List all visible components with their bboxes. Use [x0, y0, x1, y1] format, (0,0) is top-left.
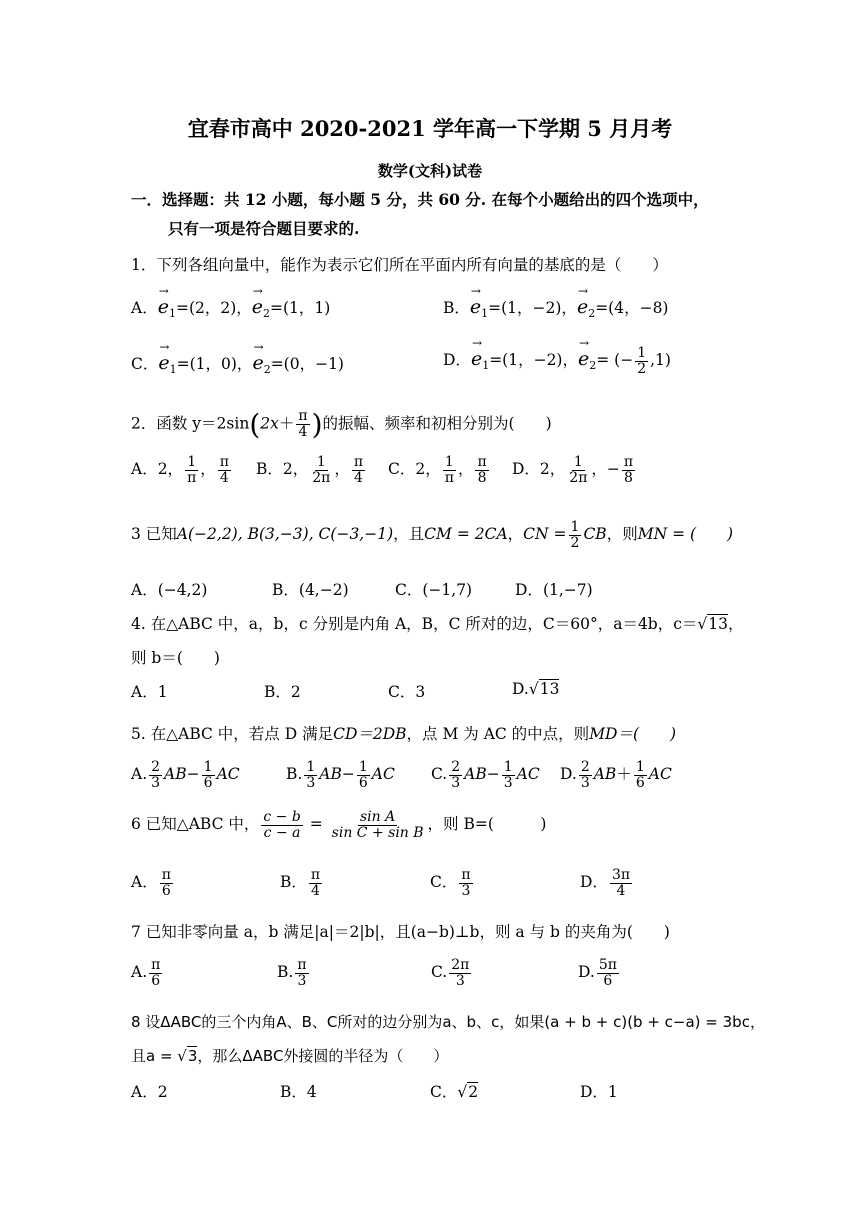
question-8-option-c: C．√2 — [430, 1083, 479, 1101]
question-1-option-c: C． → $e_1=(1$，0)， → $e_2=(0$，−1) — [131, 340, 344, 377]
question-4-option-d: D.√13 — [512, 680, 560, 698]
question-4-option-b: B．2 — [264, 683, 301, 701]
question-6-stem: 6 已知△ABC 中， $\frac{c - b}{c - a}$ = $\frac{\text{sin A}}{\text{sin C + sin B}}$ ，则 B=( ) — [131, 809, 547, 841]
question-7-option-b: B. $\frac{\pi}{3}$ — [277, 957, 307, 989]
question-6-option-c: C． $\frac{\pi}{3}$ — [430, 867, 471, 899]
section-heading-line2: 只有一项是符合题目要求的. — [168, 219, 360, 238]
question-5-option-b: B. $\frac{1}{3}$ AB− $\frac{1}{6}$ AC — [286, 759, 395, 791]
question-1-option-a: A． → $e_1=(2$，2)， → $e_2=(1$，1) — [131, 284, 331, 321]
question-4-stem-line1: 4. 在△ABC 中，a，b，c 分别是内角 A，B，C 所对的边，C＝60°，a＝4b，c＝√13， — [131, 615, 744, 633]
question-3-option-d: D．(1,−7) — [515, 581, 593, 599]
question-3-option-c: C．(−1,7) — [395, 581, 473, 599]
question-7-option-c: C. $\frac{2\pi}{3}$ — [431, 957, 470, 989]
question-5-option-a: A. $\frac{2}{3}$ AB− $\frac{1}{6}$ AC — [131, 759, 240, 791]
question-4-stem-line2: 则 b＝( ) — [131, 649, 220, 667]
page-subtitle: 数学(文科)试卷 — [377, 162, 483, 180]
question-2-option-d: D．2， $\frac{1}{2\pi}$ ，− $\frac{\pi}{8}$ — [512, 454, 634, 486]
question-5-stem: 5. 在△ABC 中，若点 D 满足CD＝2DB，点 M 为 AC 的中点，则MD＝( ) — [131, 725, 677, 743]
question-7-option-a: A. $\frac{\pi}{6}$ — [131, 957, 161, 989]
question-8-option-a: A．2 — [131, 1083, 168, 1101]
question-5-option-d: D. $\frac{2}{3}$ AB＋ $\frac{1}{6}$ AC — [560, 759, 672, 791]
question-3-stem: 3 已知A(−2,2), B(3,−3), C(−3,−1)，且CM = 2CA，CN = $\frac{1}{2}$ CB，则MN = ( ) — [131, 519, 734, 551]
question-5-option-c: C. $\frac{2}{3}$ AB− $\frac{1}{3}$ AC — [431, 759, 540, 791]
question-1-stem: 1．下列各组向量中，能作为表示它们所在平面内所有向量的基底的是（ ） — [131, 256, 668, 274]
question-4-option-c: C．3 — [388, 683, 426, 701]
question-8-option-b: B．4 — [280, 1083, 317, 1101]
question-2-option-a: A．2， $\frac{1}{\pi}$ ， $\frac{\pi}{4}$ — [131, 454, 229, 486]
question-1-option-b: B． → $e_1=(1$，−2)， → $e_2=(4$，−8) — [443, 284, 669, 321]
question-8-option-d: D．1 — [580, 1083, 618, 1101]
question-2-option-b: B．2， $\frac{1}{2\pi}$ ， $\frac{\pi}{4}$ — [256, 454, 364, 486]
question-6-option-a: A． $\frac{\pi}{6}$ — [131, 867, 171, 899]
question-1-option-d: D． → $e_1=(1$，−2)， → $e_2=$ (− $\frac{1}{2}$ ,1) — [443, 336, 671, 377]
question-3-option-b: B．(4,−2) — [272, 581, 349, 599]
question-6-option-d: D． $\frac{3\pi}{4}$ — [580, 867, 631, 899]
question-4-option-a: A．1 — [131, 683, 168, 701]
section-heading-line1: 一．选择题：共 12 小题，每小题 5 分，共 60 分. 在每个小题给出的四个选项中， — [131, 190, 709, 209]
question-8-stem-line1: 8 设ΔABC的三个内角A、B、C所对的边分别为a、b、c，如果(a + b + c)(b + c−a) = 3bc， — [131, 1013, 765, 1031]
question-3-option-a: A．(−4,2) — [131, 581, 208, 599]
question-7-stem: 7 已知非零向量 a，b 满足|a|＝2|b|，且(a−b)⊥b，则 a 与 b 的夹角为( ) — [131, 923, 670, 941]
question-2-option-c: C．2， $\frac{1}{\pi}$ ， $\frac{\pi}{8}$ — [388, 454, 487, 486]
question-7-option-d: D. $\frac{5\pi}{6}$ — [578, 957, 617, 989]
question-8-stem-line2: 且a = √3，那么ΔABC外接圆的半径为（ ） — [131, 1047, 449, 1065]
question-6-option-b: B． $\frac{\pi}{4}$ — [280, 867, 321, 899]
question-2-stem: 2．函数 y＝2sin(2x＋ $\frac{\pi}{4}$ )的振幅、频率和初相分别为( ) — [131, 408, 552, 441]
page-title: 宜春市高中 2020-2021 学年高一下学期 5 月月考 — [187, 116, 673, 141]
